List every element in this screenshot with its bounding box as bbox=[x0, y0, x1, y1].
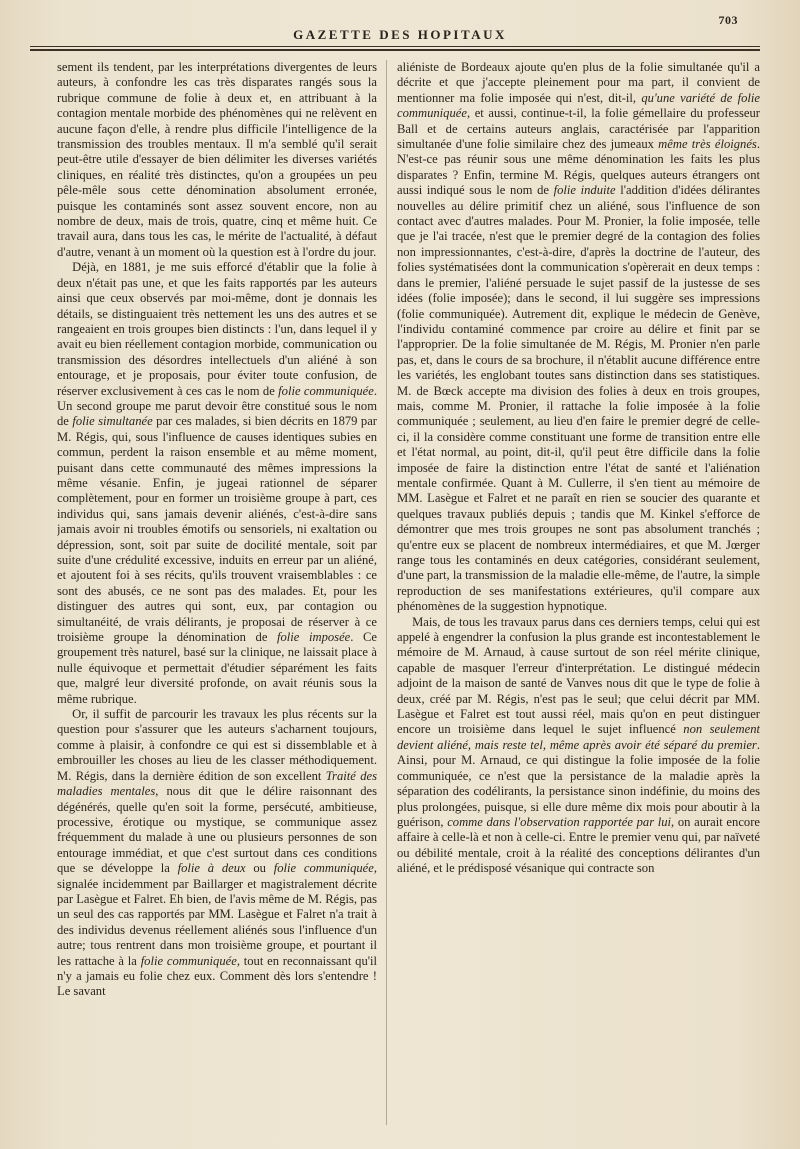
right-column bbox=[397, 60, 760, 1140]
header-rule-thin bbox=[30, 46, 760, 47]
header-rule-thick bbox=[30, 49, 760, 51]
running-head-title: GAZETTE DES HOPITAUX bbox=[293, 27, 507, 42]
page-number: 703 bbox=[718, 13, 738, 27]
right-paragraph-1: aliéniste de Bordeaux ajoute qu'en plus de la folie simultanée qu'il a décrite et que j'accepte pleinement pour ma part, il convient de mentionner ma folie imposée qui n'est, dit-il, qu'une variété de folie communiquée, et aussi, continue-t-il, la folie gémellaire du professeur Ball et de certains auteurs anglais, caractérisée par l'apparition simultanée d'une folie similaire chez des jumeaux même très éloignés. N'est-ce pas réunir sous une même dénomination les faits les plus disparates ? Enfin, termine M. Régis, quelques auteurs étrangers ont aussi indiqué sous le nom de folie induite l'addition d'idées délirantes nouvelles au délire primitif chez un aliéné, sous l'influence de son contact avec d'autres malades. Pour M. Pronier, la folie imposée, telle que je l'ai tracée, n'est que le premier degré de la contagion des folies non impressionnantes, c'est-à-dire, d'après la doctrine de l'auteur, des folies systématisées dont la communication s'opèrerait en deux temps : dans le premier, l'aliéné persuade le sujet passif de la justesse de ses idées (folie imposée); dans le second, il lui suggère ses impressions (folie communiquée). Autrement dit, explique le médecin de Genève, l'individu contaminé commence par croire au délire et finit par se l'approprier. De la folie simultanée de M. Régis, M. Pronier n'en parle pas, et, dans le cours de sa brochure, il n'établit aucune différence entre les variétés, les englobant toutes sans distinction dans ses statistiques. M. de Bœck accepte ma division des folies à deux en trois groupes, mais, comme M. Pronier, il rattache la folie imposée à la folie communiquée ; seulement, au lieu d'en faire le premier degré de celle-ci, il la considère comme constituant une forme de transition entre elle et l'état normal, au point, dit-il, qu'il peut être difficile dans la folie imposée de faire la distinction entre l'état de santé et l'aliénation mentale confirmée. Quant à M. Cullerre, il s'en tient au mémoire de MM. Lasègue et Falret et ne paraît en rien se soucier des quarante et quelques travaux publiés depuis ; tandis que M. Kinkel s'efforce de démontrer que mes trois groupes ne sont pas absolument tranchés ; qu'entre eux se placent de nombreux intermédiaires, et que M. Jœrger range tous les contaminés en deux catégories, considérant seulement, d'une part, la transmission de la maladie elle-même, de l'autre, la simple reproduction de ses manifestations extérieures, qu'il compare aux phénomènes de la suggestion hypnotique. bbox=[397, 60, 760, 614]
column-divider bbox=[386, 60, 387, 1125]
right-paragraph-2: Mais, de tous les travaux parus dans ces derniers temps, celui qui est appelé à engendrer la confusion la plus grande est incontestablement le mémoire de M. Arnaud, à cause surtout de son réel mérite clinique, capable de masquer l'erreur d'interprétation. Le distingué médecin adjoint de la maison de santé de Vanves nous dit que le type de folie à deux, créé par M. Régis, n'est pas le seul; que celui décrit par MM. Lasègue et Falret est tout aussi réel, mais qu'on en peut distinguer encore un troisième dans lequel le sujet influencé non seulement devient aliéné, mais reste tel, même après avoir été séparé du premier. Ainsi, pour M. Arnaud, ce qui distingue la folie imposée de la folie communiquée, ce n'est que la persistance de la maladie après la séparation des codélirants, la persistance sinon indéfinie, du moins des plus prolongées, puisque, si elle dure même dix mois pour aboutir à la guérison, comme dans l'observation rapportée par lui, on aurait encore affaire à celle-là et non à celle-ci. Entre le premier venu qui, par naïveté ou débilité mentale, croit à la réalité des conceptions délirantes d'un aliéné, et le prédisposé vésanique qui contracte son bbox=[397, 614, 760, 876]
left-column bbox=[57, 60, 377, 1140]
left-paragraph-1: sement ils tendent, par les interprétations divergentes de leurs auteurs, à confondre les cas très disparates rangés sous la rubrique commune de folie à deux et, en attribuant à la contagion mentale morbide des phénomènes qui ne relèvent en aucune façon d'elle, à rendre plus difficile l'intelligence de la transmission des troubles mentaux. Il m'a semblé qu'il serait peut-être utile d'essayer de bien délimiter les diverses variétés cliniques, en réalité très distinctes, qu'on a groupées un peu pêle-mêle sous cette dénomination absolument erronée, puisque les contaminés sont assez souvent encore, non au nombre de deux, mais de trois, quatre, cinq et même huit. Ce travail aura, dans tous les cas, le mérite de l'actualité, à défaut d'autre, venant à un moment où la question est à l'ordre du jour. bbox=[57, 60, 377, 259]
left-paragraph-2: Déjà, en 1881, je me suis efforcé d'établir que la folie à deux n'était pas une, et que les faits rapportés par les auteurs ainsi que ceux observés par moi-même, dont je donnais les détails, se distinguaient très nettement les uns des autres et se rangeaient en trois groupes bien distincts : l'un, dans lequel il y avait eu bien réellement contagion morbide, communication ou transmission des désordres intellectuels d'un aliéné à son entourage, et je proposais, pour éviter toute confusion, de réserver exclusivement à ces cas le nom de folie communiquée. Un second groupe me parut devoir être constitué sous le nom de folie simultanée par ces malades, si bien décrits en 1879 par M. Régis, qui, sous l'influence de causes identiques subies en commun, perdent la raison ensemble et au même moment, puisant dans cette communauté des mêmes impressions la même vésanie. Enfin, je jugeai rationnel de séparer complètement, pour en former un troisième groupe à part, ces individus qui, sans jamais devenir aliénés, c'est-à-dire sans jamais avoir ni troubles émotifs ou sensoriels, ni exaltation ou dépression, sont, soit par suite de docilité mentale, soit par suite d'une crédulité excessive, induits en erreur par un aliéné, et ajoutent foi à ses récits, qu'ils trouvent vraisemblables : ce sont des abusés, ce ne sont pas des malades. Et, pour les distinguer des autres qui sont, eux, par contagion ou simultanéité, de vrais délirants, je proposai de réserver à ce troisième groupe la dénomination de folie imposée. Ce groupement très naturel, basé sur la clinique, ne laissait place à nulle équivoque et permettait d'étudier séparément les faits que, malgré leur diversité profonde, on avait réunis sous la même rubrique. bbox=[57, 260, 377, 706]
left-paragraph-3: Or, il suffit de parcourir les travaux les plus récents sur la question pour s'assurer que les auteurs s'acharnent toujours, comme à plaisir, à confondre ce qui est si dissemblable et à embrouiller les choses au lieu de les classer méthodiquement. M. Régis, dans la dernière édition de son excellent Traité des maladies mentales, nous dit que le délire raisonnant des dégénérés, quelle qu'en soit la forme, persécuté, ambitieuse, processive, érotique ou mystique, se communique assez fréquemment du malade à une ou plusieurs personnes de son entourage immédiat, et que c'est surtout dans ces conditions que se développe la folie à deux ou folie communiquée, signalée incidemment par Baillarger et magistralement décrite par Lasègue et Falret. Eh bien, de l'avis même de M. Régis, pas un seul des cas rapportés par MM. Lasègue et Falret n'a trait à des individus devenus réellement aliénés sous l'influence d'un autre; tous rentrent dans mon troisième groupe, et pourtant il les rattache à la folie communiquée, tout en reconnaissant qu'il n'y a jamais eu folie chez eux. Comment dès lors s'entendre ! Le savant bbox=[57, 707, 377, 999]
